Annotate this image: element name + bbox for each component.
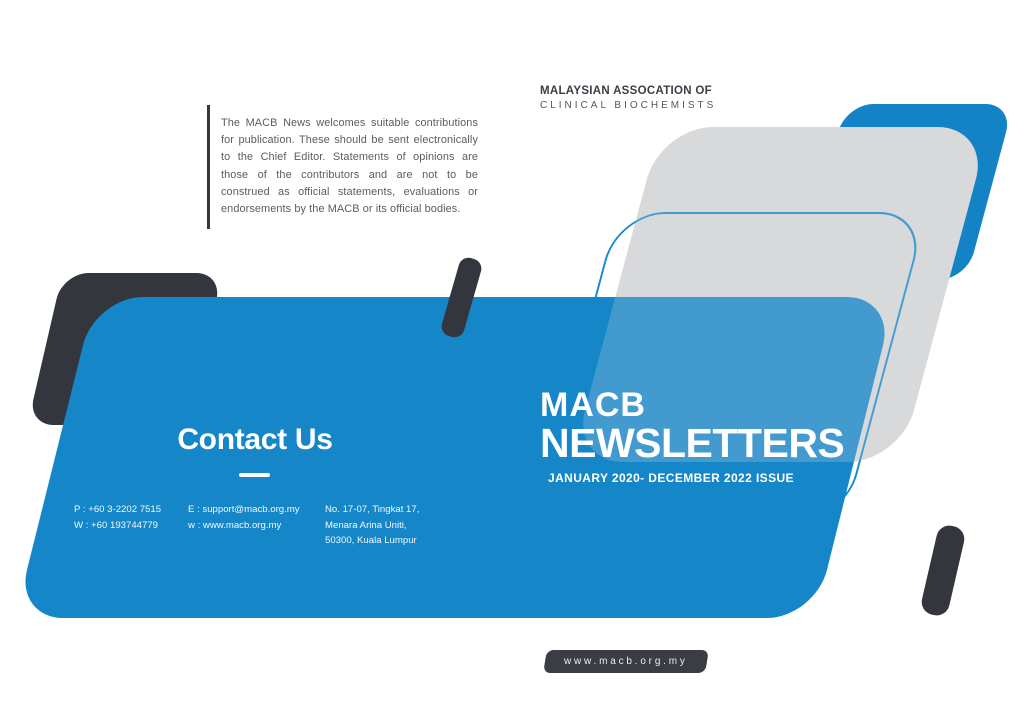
masthead-block — [540, 388, 844, 485]
contact-address-line1: No. 17-07, Tingkat 17, — [325, 504, 420, 515]
contact-address-line3: 50300, Kuala Lumpur — [325, 535, 417, 546]
contact-email-column — [188, 502, 325, 549]
contact-website: w : www.macb.org.my — [188, 519, 282, 531]
contact-whatsapp: W : +60 193744779 — [74, 519, 159, 531]
contact-phone-column — [74, 502, 188, 549]
org-brand-block — [540, 85, 716, 111]
contact-email: E : support@macb.org.my — [188, 504, 300, 515]
dark-accent-bar-bottom-right — [919, 523, 967, 618]
contact-details — [74, 502, 419, 549]
org-name-line2: CLINICAL BIOCHEMISTS — [540, 100, 717, 111]
masthead-issue: JANUARY 2020- DECEMBER 2022 ISSUE — [548, 471, 794, 485]
editorial-note-text: The MACB News welcomes suitable contributions for publication. These should be sent electronically to the Chief Editor. Statements of opinions are those of the contributors and are not to be construed as official statements, evaluations or endorsements by the MACB or its official bodies. — [221, 116, 478, 216]
masthead-title: NEWSLETTERS — [540, 420, 845, 466]
masthead-org: MACB — [540, 386, 646, 424]
contact-address-column — [325, 502, 419, 549]
contact-title: Contact Us — [177, 423, 333, 456]
contact-title-underline — [239, 473, 270, 477]
website-badge-label: www.macb.org.my — [564, 656, 688, 667]
website-badge[interactable] — [543, 650, 709, 673]
editorial-note-divider — [207, 105, 210, 229]
org-name-line1: MALAYSIAN ASSOCATION OF — [540, 85, 712, 97]
contact-address-line2: Menara Arina Uniti, — [325, 519, 407, 531]
contact-phone: P : +60 3-2202 7515 — [74, 504, 162, 515]
